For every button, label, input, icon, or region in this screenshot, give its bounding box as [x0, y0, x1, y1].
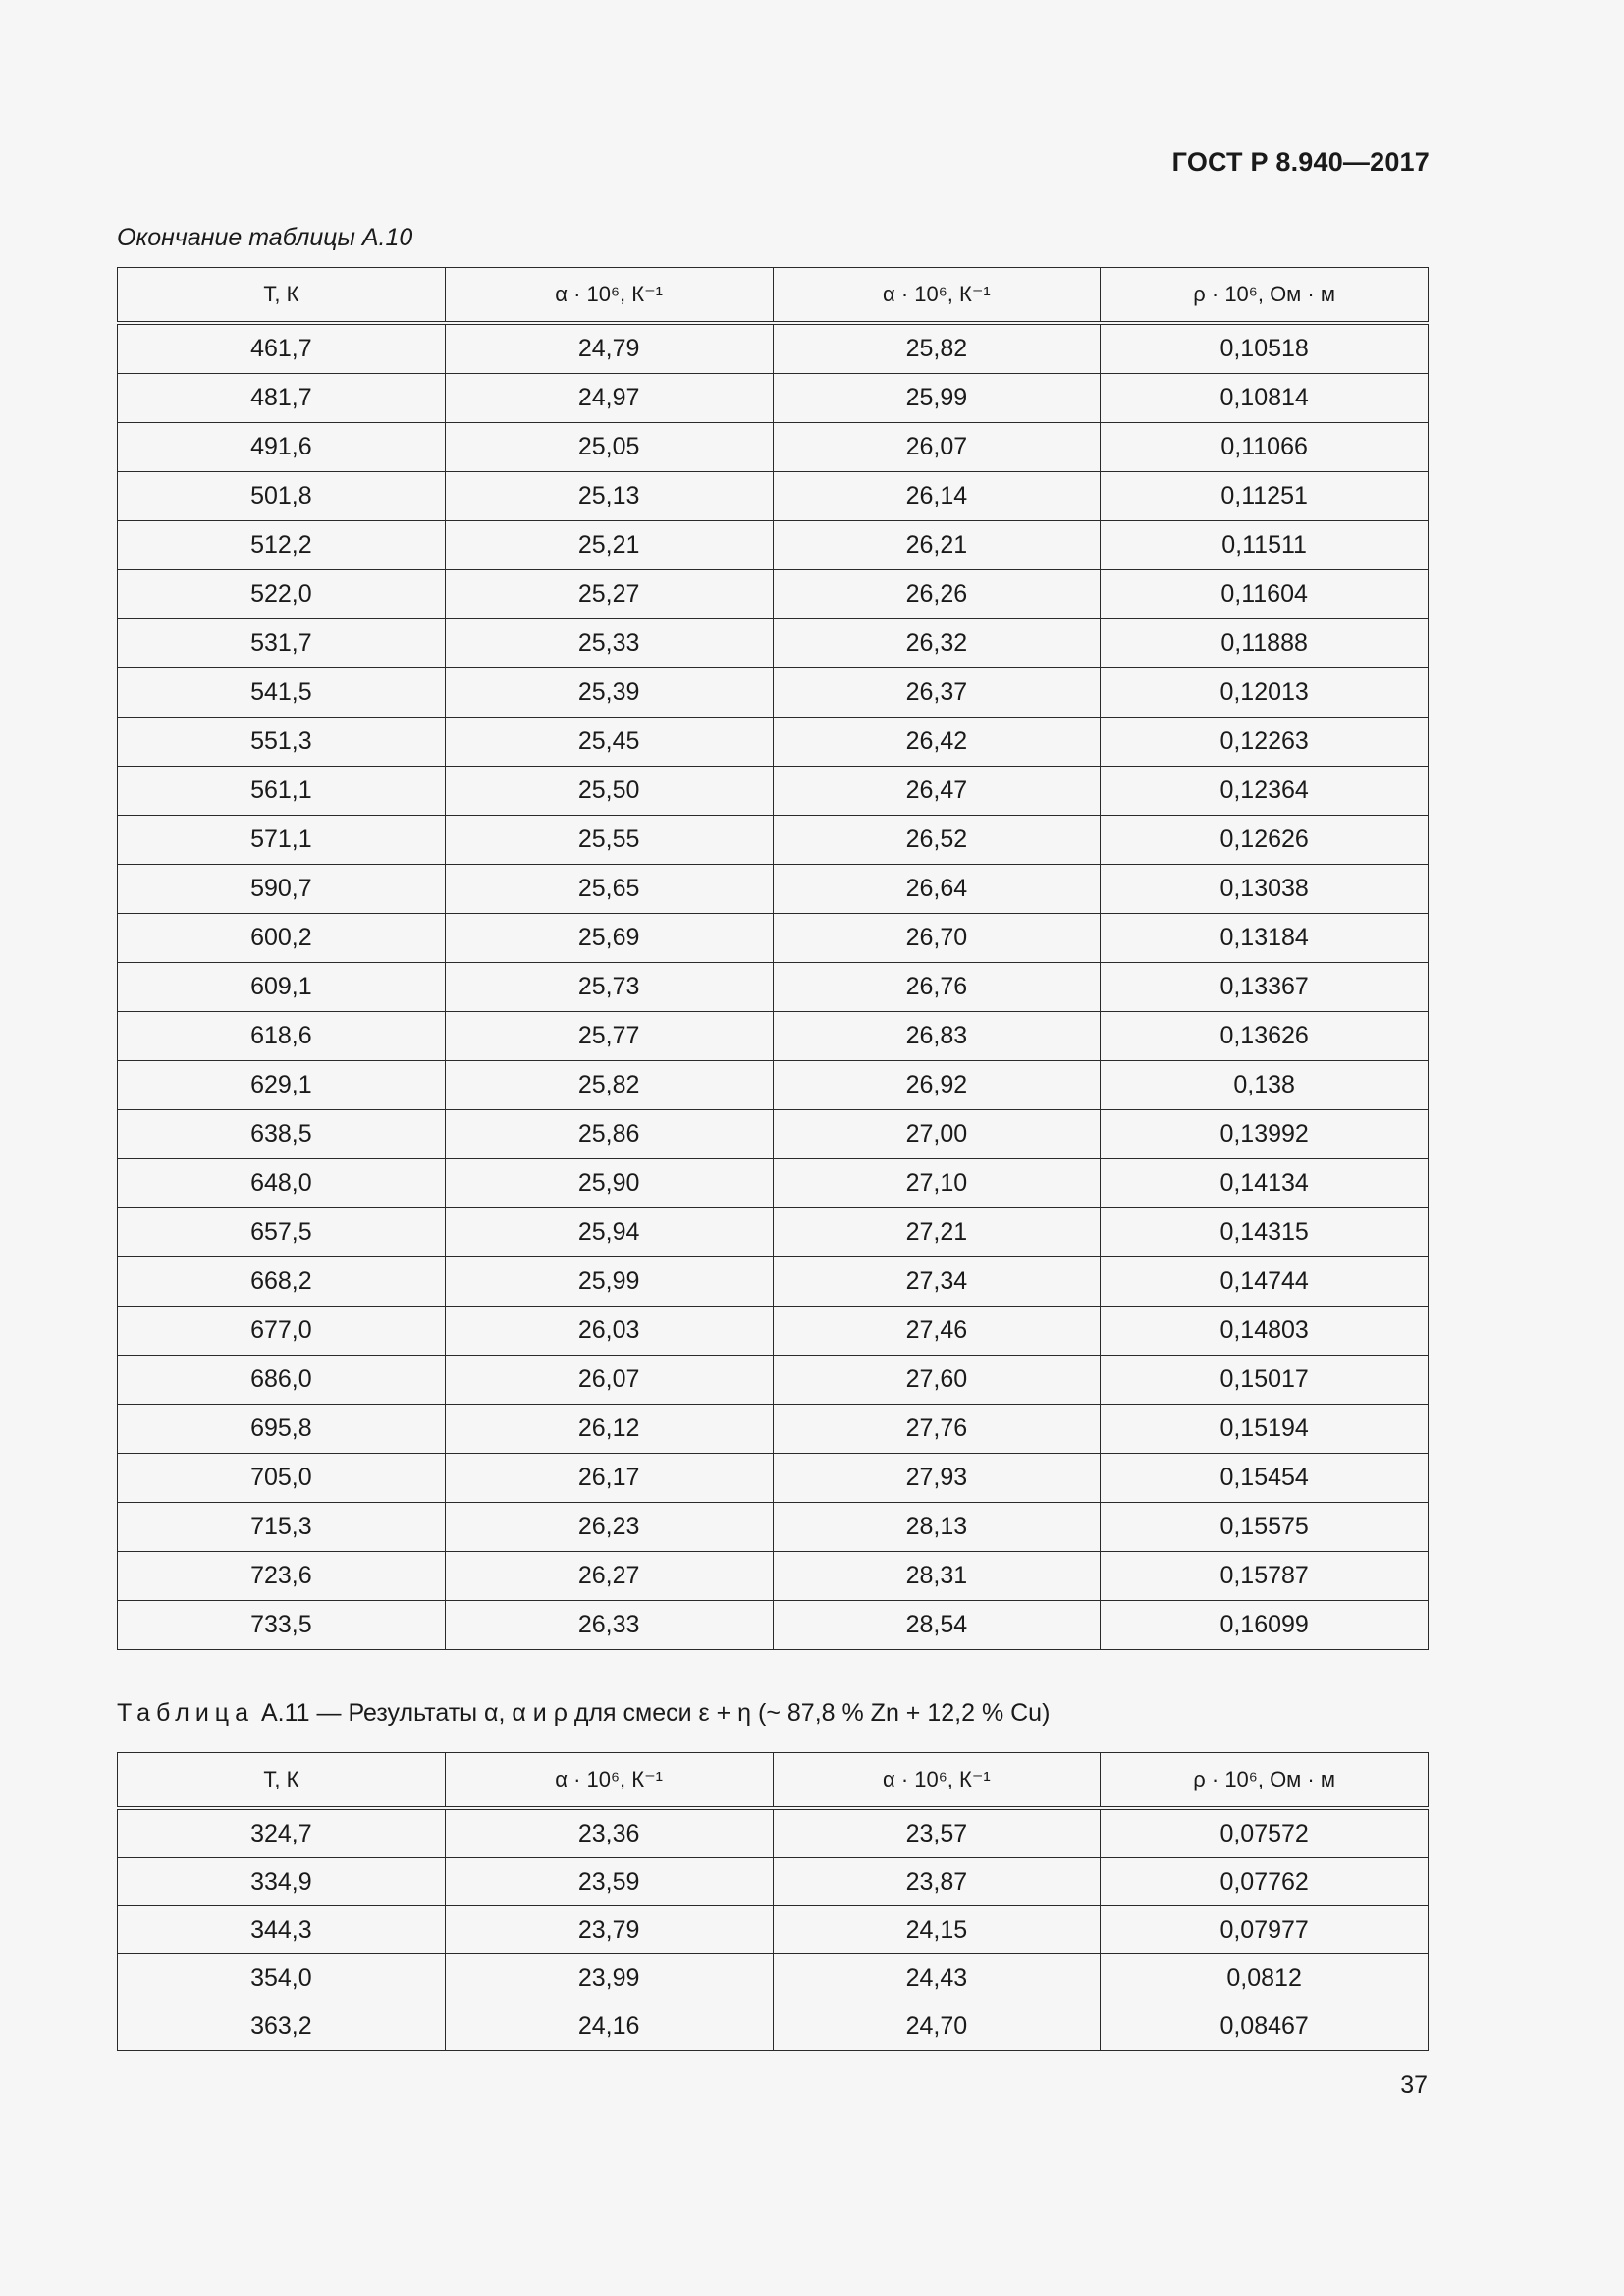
cell-rho: 0,11888: [1101, 619, 1429, 668]
cell-rho: 0,08467: [1101, 2002, 1429, 2051]
cell-rho: 0,15787: [1101, 1552, 1429, 1601]
cell-rho: 0,13992: [1101, 1110, 1429, 1159]
cell-rho: 0,13184: [1101, 914, 1429, 963]
cell-alpha: 27,76: [773, 1405, 1101, 1454]
cell-alpha: 28,54: [773, 1601, 1101, 1650]
cell-alpha: 27,00: [773, 1110, 1101, 1159]
cell-alpha: 27,34: [773, 1257, 1101, 1307]
cell-rho: 0,14744: [1101, 1257, 1429, 1307]
cell-t: 344,3: [118, 1906, 446, 1954]
cell-alpha: 26,07: [773, 423, 1101, 472]
table-a11: [117, 1752, 1429, 2051]
table-row: [118, 1552, 1429, 1601]
table-row: [118, 1307, 1429, 1356]
cell-alpha: 27,10: [773, 1159, 1101, 1208]
col-header-alpha: α · 10⁶, К⁻¹: [773, 268, 1101, 324]
cell-alpha-mean: 25,90: [445, 1159, 773, 1208]
cell-t: 571,1: [118, 816, 446, 865]
table-row: [118, 1906, 1429, 1954]
table-row: [118, 1159, 1429, 1208]
cell-alpha-mean: 25,33: [445, 619, 773, 668]
cell-rho: 0,10518: [1101, 323, 1429, 374]
cell-alpha: 23,57: [773, 1808, 1101, 1858]
cell-rho: 0,13038: [1101, 865, 1429, 914]
cell-alpha-mean: 26,27: [445, 1552, 773, 1601]
cell-t: 618,6: [118, 1012, 446, 1061]
cell-t: 668,2: [118, 1257, 446, 1307]
cell-t: 638,5: [118, 1110, 446, 1159]
cell-rho: 0,14803: [1101, 1307, 1429, 1356]
col-header-t: T, К: [118, 1753, 446, 1809]
table-row: [118, 423, 1429, 472]
cell-alpha: 24,15: [773, 1906, 1101, 1954]
cell-t: 686,0: [118, 1356, 446, 1405]
cell-rho: 0,0812: [1101, 1954, 1429, 2002]
table-row: [118, 1061, 1429, 1110]
cell-alpha: 26,37: [773, 668, 1101, 718]
cell-alpha-mean: 23,79: [445, 1906, 773, 1954]
cell-t: 648,0: [118, 1159, 446, 1208]
cell-t: 629,1: [118, 1061, 446, 1110]
cell-t: 531,7: [118, 619, 446, 668]
cell-alpha: 26,64: [773, 865, 1101, 914]
cell-alpha: 26,47: [773, 767, 1101, 816]
col-header-t: T, К: [118, 268, 446, 324]
cell-alpha-mean: 26,23: [445, 1503, 773, 1552]
cell-rho: 0,14315: [1101, 1208, 1429, 1257]
cell-t: 324,7: [118, 1808, 446, 1858]
cell-rho: 0,11604: [1101, 570, 1429, 619]
col-header-rho: ρ · 10⁶, Ом · м: [1101, 268, 1429, 324]
table-row: [118, 323, 1429, 374]
cell-rho: 0,13626: [1101, 1012, 1429, 1061]
table-row: [118, 668, 1429, 718]
cell-alpha: 27,46: [773, 1307, 1101, 1356]
cell-alpha: 25,82: [773, 323, 1101, 374]
cell-rho: 0,07762: [1101, 1858, 1429, 1906]
cell-alpha: 23,87: [773, 1858, 1101, 1906]
col-header-alpha: α · 10⁶, К⁻¹: [773, 1753, 1101, 1809]
cell-alpha: 26,76: [773, 963, 1101, 1012]
cell-rho: 0,07977: [1101, 1906, 1429, 1954]
cell-t: 590,7: [118, 865, 446, 914]
cell-rho: 0,12013: [1101, 668, 1429, 718]
cell-alpha-mean: 25,65: [445, 865, 773, 914]
cell-t: 512,2: [118, 521, 446, 570]
cell-alpha-mean: 25,69: [445, 914, 773, 963]
cell-t: 541,5: [118, 668, 446, 718]
cell-alpha: 27,21: [773, 1208, 1101, 1257]
cell-t: 522,0: [118, 570, 446, 619]
cell-alpha: 26,70: [773, 914, 1101, 963]
cell-alpha-mean: 25,86: [445, 1110, 773, 1159]
cell-alpha: 26,32: [773, 619, 1101, 668]
cell-t: 609,1: [118, 963, 446, 1012]
col-header-alpha-mean: α · 10⁶, К⁻¹: [445, 268, 773, 324]
cell-rho: 0,14134: [1101, 1159, 1429, 1208]
table-a11-title: А.11 — Результаты α, α и ρ для смеси ε + η (~ 87,8 % Zn + 12,2 % Cu): [260, 1699, 1051, 1727]
table-label: Таблица: [117, 1699, 255, 1727]
cell-alpha-mean: 25,45: [445, 718, 773, 767]
col-header-alpha-mean: α · 10⁶, К⁻¹: [445, 1753, 773, 1809]
table-a10-caption: Окончание таблицы А.10: [117, 224, 413, 251]
cell-alpha: 27,93: [773, 1454, 1101, 1503]
cell-rho: 0,138: [1101, 1061, 1429, 1110]
cell-alpha-mean: 26,12: [445, 1405, 773, 1454]
table-row: [118, 1858, 1429, 1906]
cell-alpha-mean: 23,36: [445, 1808, 773, 1858]
doc-code: ГОСТ Р 8.940—2017: [1171, 147, 1430, 177]
cell-alpha: 28,31: [773, 1552, 1101, 1601]
cell-rho: 0,16099: [1101, 1601, 1429, 1650]
cell-alpha-mean: 24,97: [445, 374, 773, 423]
table-row: [118, 1601, 1429, 1650]
cell-alpha: 26,92: [773, 1061, 1101, 1110]
cell-t: 657,5: [118, 1208, 446, 1257]
cell-alpha-mean: 24,79: [445, 323, 773, 374]
cell-rho: 0,12263: [1101, 718, 1429, 767]
cell-alpha: 24,70: [773, 2002, 1101, 2051]
cell-t: 600,2: [118, 914, 446, 963]
cell-alpha: 24,43: [773, 1954, 1101, 2002]
table-row: [118, 1503, 1429, 1552]
cell-rho: 0,13367: [1101, 963, 1429, 1012]
table-row: [118, 1808, 1429, 1858]
cell-alpha-mean: 23,99: [445, 1954, 773, 2002]
table-a11-caption: [117, 1699, 1050, 1728]
table-row: [118, 2002, 1429, 2051]
table-header-row: [118, 1753, 1429, 1809]
cell-alpha-mean: 26,03: [445, 1307, 773, 1356]
cell-t: 461,7: [118, 323, 446, 374]
cell-rho: 0,15454: [1101, 1454, 1429, 1503]
cell-t: 491,6: [118, 423, 446, 472]
table-row: [118, 865, 1429, 914]
cell-alpha-mean: 26,07: [445, 1356, 773, 1405]
cell-alpha-mean: 25,50: [445, 767, 773, 816]
cell-alpha: 26,42: [773, 718, 1101, 767]
cell-rho: 0,15575: [1101, 1503, 1429, 1552]
cell-t: 705,0: [118, 1454, 446, 1503]
cell-alpha: 27,60: [773, 1356, 1101, 1405]
cell-alpha-mean: 23,59: [445, 1858, 773, 1906]
table-row: [118, 374, 1429, 423]
cell-alpha-mean: 25,94: [445, 1208, 773, 1257]
table-row: [118, 816, 1429, 865]
table-a10: [117, 267, 1429, 1650]
table-row: [118, 472, 1429, 521]
cell-t: 481,7: [118, 374, 446, 423]
cell-alpha-mean: 25,39: [445, 668, 773, 718]
cell-t: 733,5: [118, 1601, 446, 1650]
cell-alpha: 26,26: [773, 570, 1101, 619]
cell-alpha: 26,83: [773, 1012, 1101, 1061]
table-header-row: [118, 268, 1429, 324]
table-row: [118, 1110, 1429, 1159]
cell-rho: 0,15017: [1101, 1356, 1429, 1405]
table-row: [118, 718, 1429, 767]
cell-alpha-mean: 25,77: [445, 1012, 773, 1061]
cell-rho: 0,11066: [1101, 423, 1429, 472]
cell-alpha-mean: 25,73: [445, 963, 773, 1012]
table-row: [118, 1454, 1429, 1503]
table-row: [118, 1012, 1429, 1061]
cell-t: 354,0: [118, 1954, 446, 2002]
cell-alpha-mean: 25,05: [445, 423, 773, 472]
col-header-rho: ρ · 10⁶, Ом · м: [1101, 1753, 1429, 1809]
cell-alpha: 26,52: [773, 816, 1101, 865]
cell-alpha-mean: 26,17: [445, 1454, 773, 1503]
cell-alpha-mean: 25,27: [445, 570, 773, 619]
cell-t: 363,2: [118, 2002, 446, 2051]
cell-alpha: 26,14: [773, 472, 1101, 521]
cell-alpha-mean: 24,16: [445, 2002, 773, 2051]
cell-rho: 0,10814: [1101, 374, 1429, 423]
table-row: [118, 1954, 1429, 2002]
table-row: [118, 570, 1429, 619]
cell-rho: 0,11251: [1101, 472, 1429, 521]
cell-t: 561,1: [118, 767, 446, 816]
cell-alpha-mean: 25,99: [445, 1257, 773, 1307]
cell-t: 723,6: [118, 1552, 446, 1601]
cell-alpha: 28,13: [773, 1503, 1101, 1552]
cell-alpha: 26,21: [773, 521, 1101, 570]
cell-rho: 0,15194: [1101, 1405, 1429, 1454]
page-number: 37: [1400, 2071, 1428, 2099]
cell-rho: 0,07572: [1101, 1808, 1429, 1858]
table-row: [118, 1356, 1429, 1405]
cell-alpha-mean: 26,33: [445, 1601, 773, 1650]
cell-t: 334,9: [118, 1858, 446, 1906]
cell-rho: 0,12364: [1101, 767, 1429, 816]
cell-t: 695,8: [118, 1405, 446, 1454]
table-row: [118, 963, 1429, 1012]
cell-rho: 0,12626: [1101, 816, 1429, 865]
table-row: [118, 767, 1429, 816]
table-row: [118, 914, 1429, 963]
table-row: [118, 521, 1429, 570]
table-row: [118, 1257, 1429, 1307]
cell-alpha-mean: 25,82: [445, 1061, 773, 1110]
table-row: [118, 1208, 1429, 1257]
cell-alpha-mean: 25,55: [445, 816, 773, 865]
cell-t: 677,0: [118, 1307, 446, 1356]
cell-alpha: 25,99: [773, 374, 1101, 423]
cell-t: 715,3: [118, 1503, 446, 1552]
cell-t: 551,3: [118, 718, 446, 767]
cell-alpha-mean: 25,13: [445, 472, 773, 521]
cell-rho: 0,11511: [1101, 521, 1429, 570]
table-row: [118, 1405, 1429, 1454]
table-row: [118, 619, 1429, 668]
cell-alpha-mean: 25,21: [445, 521, 773, 570]
cell-t: 501,8: [118, 472, 446, 521]
